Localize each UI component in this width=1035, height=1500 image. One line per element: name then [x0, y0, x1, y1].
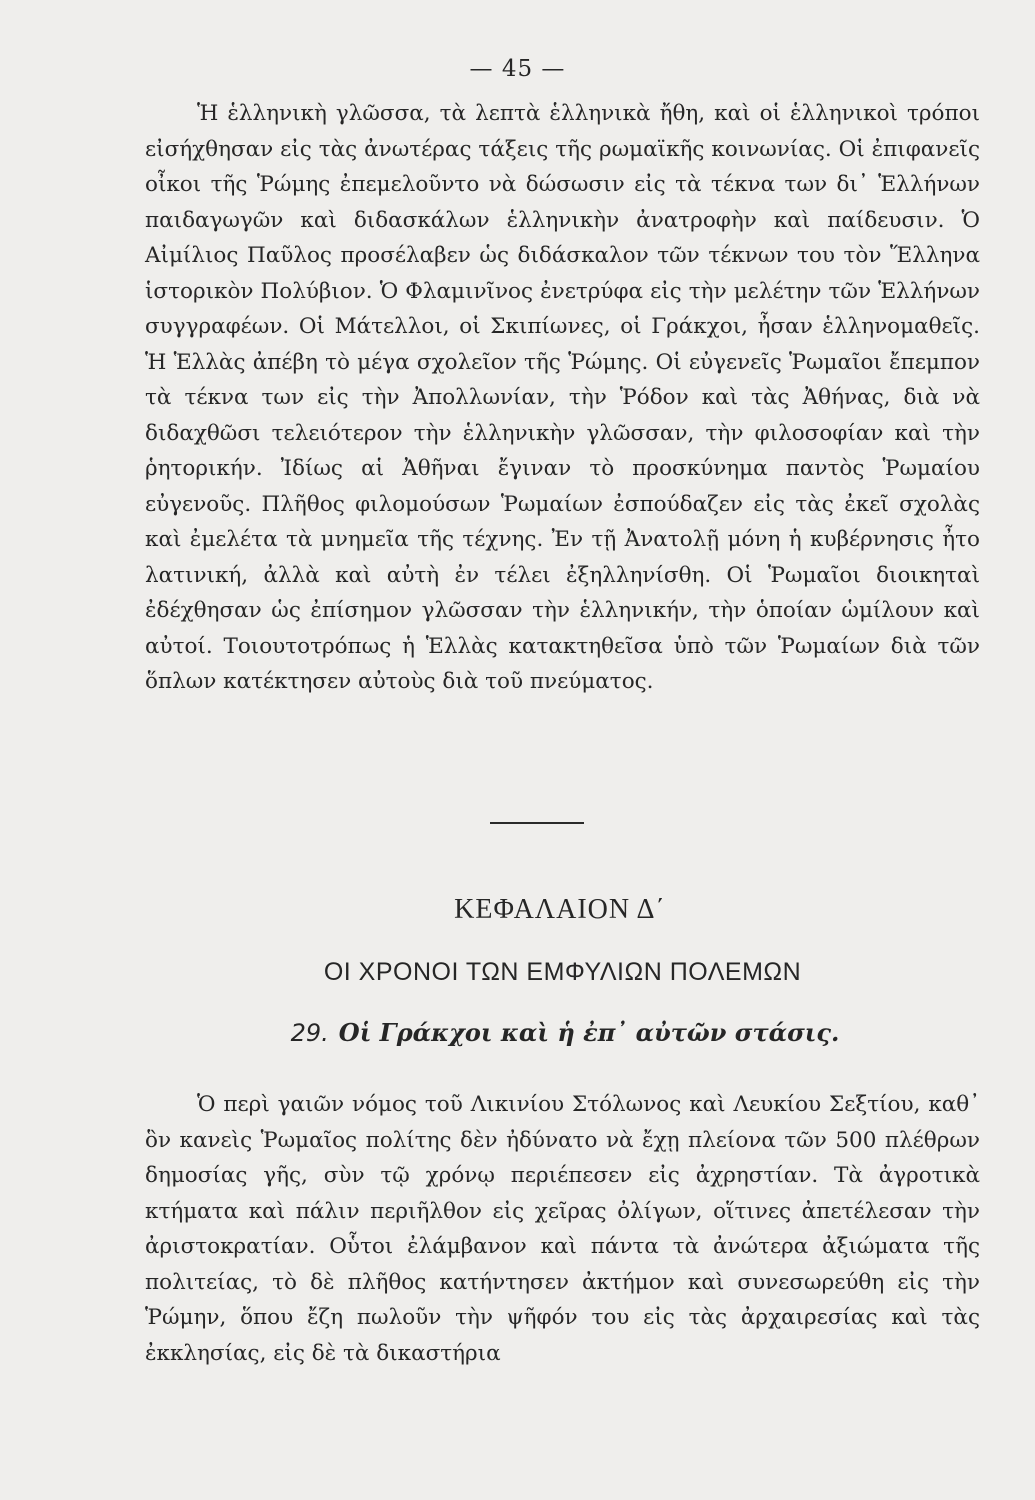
section-title: Οἱ Γράκχοι καὶ ἡ ἐπ᾿ αὐτῶν στάσις.	[338, 1018, 840, 1047]
section-number: 29.	[290, 1019, 329, 1047]
body-paragraph-hellenization	[145, 96, 980, 700]
chapter-title: ΟΙ ΧΡΟΝΟΙ ΤΩΝ ΕΜΦΥΛΙΩΝ ΠΟΛΕΜΩΝ	[323, 958, 802, 986]
chapter-label: ΚΕΦΑΛΑΙΟΝ Δ΄	[454, 894, 666, 925]
paragraph-text: Ἡ ἑλληνικὴ γλῶσσα, τὰ λεπτὰ ἑλληνικὰ ἤθη, καὶ οἱ ἑλληνικοὶ τρόποι εἰσήχθησαν εἰς τὰς ἀνωτέρας τάξεις τῆς ρωμαϊκῆς κοινωνίας. Οἱ ἐπιφανεῖς οἶκοι τῆς Ῥώμης ἐπεμελοῦντο νὰ δώσωσιν εἰς τὰ τέκνα των δι᾿ Ἑλλήνων παιδαγωγῶν καὶ διδασκάλων ἑλληνικὴν ἀνατροφὴν καὶ παίδευσιν. Ὁ Αἰμίλιος Παῦλος προσέλαβεν ὡς διδάσκαλον τῶν τέκνων του τὸν Ἕλληνα ἱστορικὸν Πολύβιον. Ὁ Φλαμινῖνος ἐνετρύφα εἰς τὴν μελέτην τῶν Ἑλλήνων συγγραφέων. Οἱ Μάτελλοι, οἱ Σκιπίωνες, οἱ Γράκχοι, ἦσαν ἑλληνομαθεῖς. Ἡ Ἑλλὰς ἀπέβη τὸ μέγα σχολεῖον τῆς Ῥώμης. Οἱ εὐγενεῖς Ῥωμαῖοι ἔπεμπον τὰ τέκνα των εἰς τὴν Ἀπολλωνίαν, τὴν Ῥόδον καὶ τὰς Ἀθήνας, διὰ νὰ διδαχθῶσι τελειότερον τὴν ἑλληνικὴν γλῶσσαν, τὴν φιλοσοφίαν καὶ τὴν ῥητορικήν. Ἰδίως αἱ Ἀθῆναι ἔγιναν τὸ προσκύνημα παντὸς Ῥωμαίου εὐγενοῦς. Πλῆθος φιλομούσων Ῥωμαίων ἐσπούδαζεν εἰς τὰς ἐκεῖ σχολὰς καὶ ἐμελέτα τὰ μνημεῖα τῆς τέχνης. Ἐν τῇ Ἀνατολῇ μόνη ἡ κυβέρνησις ἦτο λατινική, ἀλλὰ καὶ αὐτὴ ἐν τέλει ἐξηλληνίσθη. Οἱ Ῥωμαῖοι διοικηταὶ ἐδέχθησαν ὡς ἐπίσημον γλῶσσαν τὴν ἑλληνικήν, τὴν ὁποίαν ὡμίλουν καὶ αὐτοί. Τοιουτοτρόπως ἡ Ἑλλὰς κατακτηθεῖσα ὑπὸ τῶν Ῥωμαίων διὰ τῶν ὅπλων κατέκτησεν αὐτοὺς διὰ τοῦ πνεύματος.	[145, 101, 980, 694]
body-paragraph-land-law	[145, 1087, 980, 1371]
paragraph-text: Ὁ περὶ γαιῶν νόμος τοῦ Λικινίου Στόλωνος καὶ Λευκίου Σεξτίου, καθ᾿ ὃν κανεὶς Ῥωμαῖος πολίτης δὲν ἠδύνατο νὰ ἔχῃ πλείονα τῶν 500 πλέθρων δημοσίας γῆς, σὺν τῷ χρόνῳ περιέπεσεν εἰς ἀχρηστίαν. Τὰ ἀγροτικὰ κτήματα καὶ πάλιν περιῆλθον εἰς χεῖρας ὀλίγων, οἵτινες ἀπετέλεσαν τὴν ἀριστοκρατίαν. Οὗτοι ἐλάμβανον καὶ πάντα τὰ ἀνώτερα ἀξιώματα τῆς πολιτείας, τὸ δὲ πλῆθος κατήντησεν ἀκτήμον καὶ συνεσωρεύθη εἰς τὴν Ῥώμην, ὅπου ἔζη πωλοῦν τὴν ψῆφόν του εἰς τὰς ἀρχαιρεσίας καὶ τὰς ἐκκλησίας, εἰς δὲ τὰ δικαστήρια	[145, 1092, 980, 1366]
section-divider-rule	[490, 822, 584, 824]
page-number: — 45 —	[469, 56, 566, 82]
section-heading	[0, 1018, 1035, 1047]
